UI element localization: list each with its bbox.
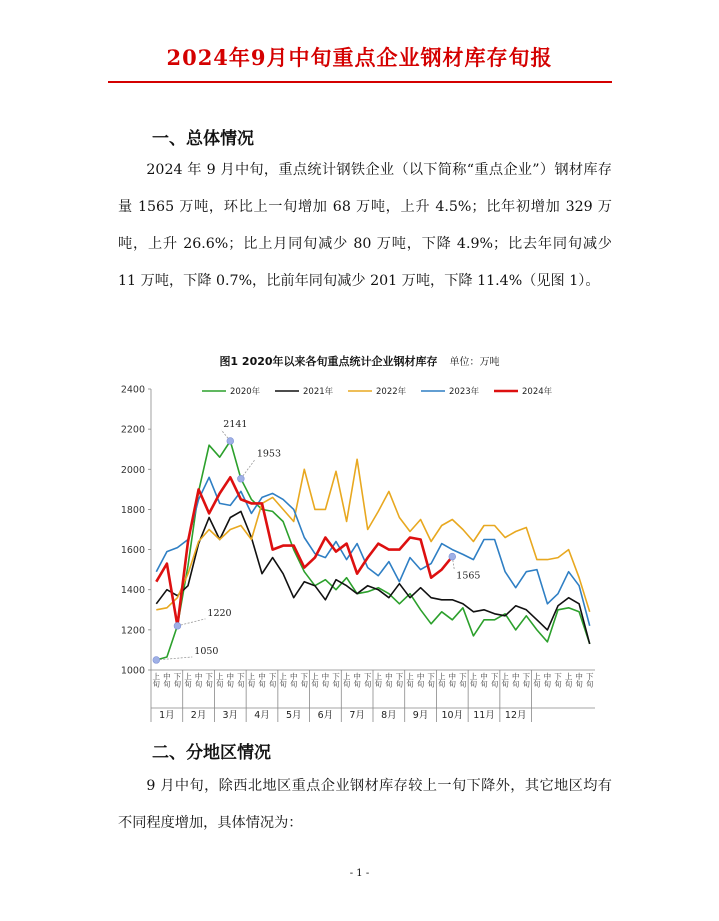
x-decade-label: 上旬 xyxy=(564,672,574,688)
legend-entry: 2022年 xyxy=(376,387,407,397)
x-decade-label: 中旬 xyxy=(511,672,521,688)
x-month-label: 4月 xyxy=(254,710,270,721)
title-divider xyxy=(108,81,612,83)
annotation-label: 1953 xyxy=(256,448,282,460)
x-decade-label: 下旬 xyxy=(585,672,595,688)
x-decade-label: 中旬 xyxy=(225,672,235,688)
x-month-label: 10月 xyxy=(441,710,464,721)
x-decade-label: 上旬 xyxy=(215,672,225,688)
annotation-label: 1565 xyxy=(456,570,481,582)
series-line-2024年 xyxy=(156,477,452,626)
x-decade-label: 上旬 xyxy=(342,672,352,688)
annotation-marker xyxy=(227,438,234,445)
x-decade-label: 中旬 xyxy=(257,672,267,688)
annotation-label: 1050 xyxy=(194,645,219,657)
x-decade-label: 下旬 xyxy=(299,672,309,688)
inventory-line-chart xyxy=(110,372,600,722)
chart-title-text: 图1 2020年以来各旬重点统计企业钢材库存 xyxy=(219,355,438,368)
x-decade-label: 中旬 xyxy=(416,672,426,688)
x-decade-label: 上旬 xyxy=(405,672,415,688)
x-decade-label: 上旬 xyxy=(500,672,510,688)
section-heading-overall: 一、总体情况 xyxy=(152,129,254,149)
x-decade-label: 下旬 xyxy=(204,672,214,688)
x-decade-label: 下旬 xyxy=(490,672,500,688)
x-month-label: 5月 xyxy=(285,710,302,721)
x-decade-label: 下旬 xyxy=(426,672,436,688)
legend-entry: 2023年 xyxy=(449,387,480,397)
x-decade-label: 上旬 xyxy=(151,672,161,688)
annotation-marker xyxy=(174,622,181,629)
x-decade-label: 中旬 xyxy=(574,672,584,688)
y-tick-label: 2200 xyxy=(120,424,145,436)
annotation-marker xyxy=(449,553,456,560)
overall-paragraph: 2024 年 9 月中旬，重点统计钢铁企业（以下简称“重点企业”）钢材库存量 1565 万吨，环比上一旬增加 68 万吨，上升 4.5%；比年初增加 329 万吨，上升 26.6%；比上月同旬减少 80 万吨，下降 4.9%；比去年同旬减少 11 万吨，下降 0.7%，比前年同旬减少 201 万吨，下降 11.4%（见图 1）。 xyxy=(118,162,612,289)
x-decade-label: 中旬 xyxy=(542,672,552,688)
annotation-label: 2141 xyxy=(223,418,248,430)
x-decade-label: 下旬 xyxy=(394,672,404,688)
legend-entry: 2020年 xyxy=(230,387,261,397)
x-decade-label: 上旬 xyxy=(532,672,542,688)
y-tick-label: 1800 xyxy=(120,504,145,516)
x-decade-label: 上旬 xyxy=(468,672,478,688)
x-decade-label: 中旬 xyxy=(479,672,489,688)
y-tick-label: 1400 xyxy=(120,585,145,597)
x-decade-label: 下旬 xyxy=(458,672,468,688)
x-decade-label: 上旬 xyxy=(183,672,193,688)
page-number: - 1 - xyxy=(349,868,370,879)
x-decade-label: 中旬 xyxy=(352,672,362,688)
y-tick-label: 1600 xyxy=(120,545,145,557)
x-decade-label: 下旬 xyxy=(236,672,246,688)
x-month-label: 9月 xyxy=(412,710,429,721)
x-decade-label: 中旬 xyxy=(384,672,394,688)
x-decade-label: 上旬 xyxy=(437,672,447,688)
x-decade-label: 下旬 xyxy=(331,672,341,688)
document-title: 2024年9月中旬重点企业钢材库存旬报 xyxy=(166,45,553,70)
section-heading-regional: 二、分地区情况 xyxy=(152,743,271,763)
x-decade-label: 上旬 xyxy=(246,672,256,688)
x-month-label: 2月 xyxy=(190,710,207,721)
x-decade-label: 中旬 xyxy=(194,672,204,688)
y-tick-label: 2400 xyxy=(120,384,145,396)
annotation-marker xyxy=(153,657,160,664)
chart-unit-label: 单位：万吨 xyxy=(449,357,500,368)
x-decade-label: 下旬 xyxy=(521,672,531,688)
x-decade-label: 下旬 xyxy=(553,672,563,688)
x-decade-label: 下旬 xyxy=(172,672,182,688)
x-month-label: 1月 xyxy=(159,710,175,721)
x-decade-label: 下旬 xyxy=(363,672,373,688)
x-month-label: 7月 xyxy=(349,710,365,721)
x-decade-label: 中旬 xyxy=(447,672,457,688)
x-month-label: 6月 xyxy=(317,710,334,721)
annotation-leader xyxy=(177,619,205,626)
annotation-label: 1220 xyxy=(207,607,232,619)
annotation-marker xyxy=(237,475,244,482)
chart-title xyxy=(0,353,719,369)
series-line-2021年 xyxy=(156,511,589,644)
legend-entry: 2021年 xyxy=(303,387,334,397)
x-decade-label: 中旬 xyxy=(289,672,299,688)
x-decade-label: 中旬 xyxy=(162,672,172,688)
x-decade-label: 下旬 xyxy=(268,672,278,688)
y-tick-label: 1200 xyxy=(120,625,145,637)
x-month-label: 11月 xyxy=(473,710,495,721)
y-tick-label: 1000 xyxy=(120,665,145,677)
x-month-label: 3月 xyxy=(222,710,239,721)
x-decade-label: 上旬 xyxy=(310,672,320,688)
x-month-label: 8月 xyxy=(381,710,397,721)
y-tick-label: 2000 xyxy=(120,464,145,476)
legend-entry: 2024年 xyxy=(522,387,553,397)
x-decade-label: 上旬 xyxy=(373,672,383,688)
x-decade-label: 上旬 xyxy=(278,672,288,688)
x-month-label: 12月 xyxy=(504,710,527,721)
regional-paragraph: 9 月中旬，除西北地区重点企业钢材库存较上一旬下降外，其它地区均有不同程度增加，具体情况为： xyxy=(118,778,612,831)
x-decade-label: 中旬 xyxy=(320,672,330,688)
